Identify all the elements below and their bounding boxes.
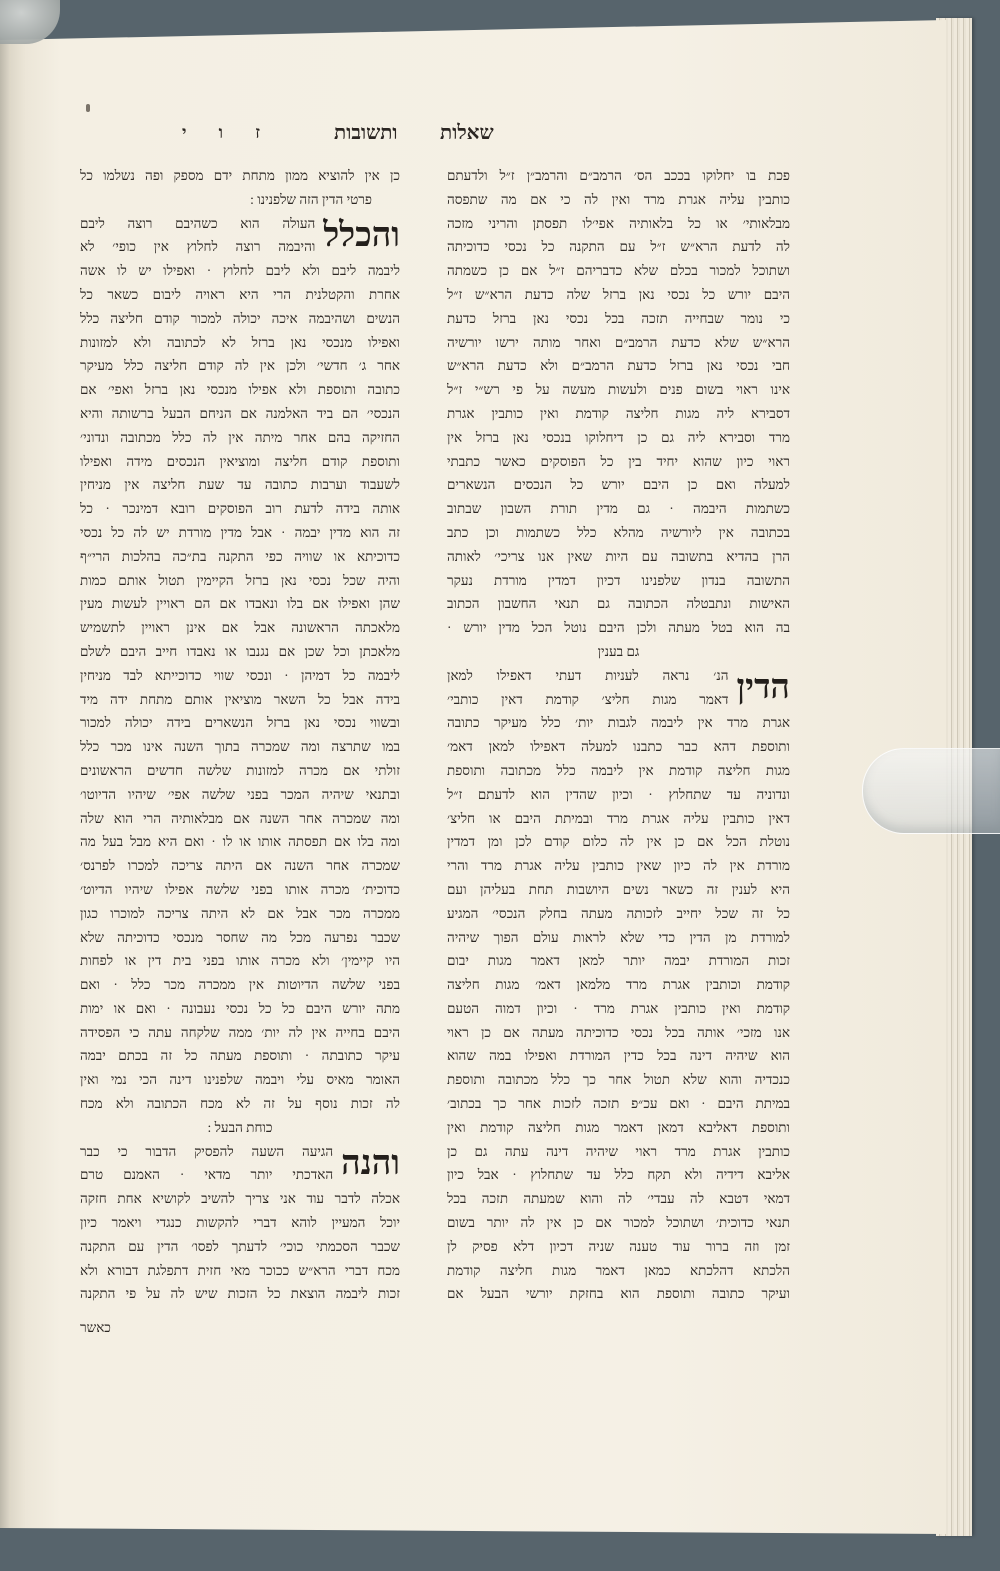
text-line: במו שתרצה ומה שמכרה בתוך השנה אינו מכר כלל <box>80 739 400 755</box>
text-line: מתה יורש היבם כל כל נכסי נעבונה · ואם או ימות <box>80 1000 400 1016</box>
text-line: ועיקר כתובה ותוספת הוא בחזקת יורשי הבעל אם <box>447 1286 790 1302</box>
text-line: מלאכתה הראשונה אבל אם אינן ראויין לתשמיש <box>80 620 400 636</box>
text-line: שמכרה אחר השנה אם היתה צריכה למכרו לפרנס׳ <box>80 858 400 874</box>
text-line: הוא שיהיה דינה בכל כדין המורדת ואפילו במה שהוא <box>447 1048 790 1064</box>
text-line: והיבמה רוצה לחלוץ אין כופי׳ לא <box>80 239 316 255</box>
text-line: ושתוכל למכור בכלם שלא כדבריהם ז״ל אם כן כשמתה <box>447 263 790 279</box>
text-line: כותבין עליה אגרת מרד ואין לה כי אם מה שתפסה <box>447 191 790 207</box>
text-line: הלכתא דהלכתא כמאן דאמר מגות חליצה קודמת <box>447 1262 790 1278</box>
text-line: בפני שלשה הדיוטות אין ממכרה מכר כלל · ואם <box>80 977 400 993</box>
text-line: אחר ג׳ חדשי׳ ולכן אין לה קודם חליצה כלל מעיקר <box>80 358 400 374</box>
heading-block <box>80 212 400 260</box>
text-line: יוכל המעיין לוהא דברי להקשות כנגדי ויאמר כיון <box>80 1215 400 1231</box>
text-line: במיתת היבם · ואם עכ״פ תזכה לזכות אחר כך בכתוב׳ <box>447 1096 790 1112</box>
heading-block <box>447 664 790 712</box>
text-line: ומה שמכרה אחר השנה אם מבלאותיה הרי הוא שלה <box>80 810 400 826</box>
text-line: החזיקה בהם אחר מיתה אין לה כלל מכתובה ונדוני׳ <box>80 429 400 445</box>
text-line: הרא״ש שלא כדעת הרמב״ם ואחר מותה ירשו יורשיה <box>447 334 790 350</box>
text-line: האומר מאיס עלי ויבמה שלפנינו דינה הכי נמי ואין <box>80 1072 400 1088</box>
text-line: ומה בלו אם תפסתה אותו או לו · ואם היא מבל בעל מה <box>80 834 400 850</box>
text-line: קודמת וכותבין אגרת מרד מלמאן דאמ׳ מגות חליצה <box>447 977 790 993</box>
ink-mark <box>86 104 90 112</box>
right-text-column <box>447 164 790 1306</box>
text-line: שכבר נפרעה מכל מה שחסר מנכסי כדוכיתה שלא <box>80 929 400 945</box>
text-line: אינו ראוי בשום פנים ולעשות מעשה על פי רש״י ז״ל <box>447 382 790 398</box>
text-line: זכות המורדת יבמה יותר למאן דאמר מגות יבום <box>447 953 790 969</box>
text-line: ותוספת דאליבא דמאן דאמר מגות חליצה קודמת ואין <box>447 1119 790 1135</box>
text-line: כי נומר שבחייה תזכה בכל נכסי נאן ברזל כדעת <box>447 310 790 326</box>
section-heading: והכלל <box>323 216 400 254</box>
folio-number: ז ו י <box>181 123 274 142</box>
text-line: התשובה בנדון שלפנינו דכיון דמדין מורדת נעקר <box>447 572 790 588</box>
text-line: האדכתי יותר מדאי · האמנם טרם <box>80 1167 334 1183</box>
text-line: ראוי כיון שהוא יחיד בין כל הפוסקים כאשר כתבתי <box>447 453 790 469</box>
text-line: ליבמה ליבם ולא ליבם לחלוץ · ואפילו יש לו אשה <box>80 263 400 279</box>
text-line: זמן וזה ברור עוד טענה שניה דכיון דלא פסיק לן <box>447 1238 790 1254</box>
catchword: כאשר <box>80 1320 111 1336</box>
text-line: הרן בהדיא בתשובה עם היות שאין אנו צריכי׳ לאותה <box>447 548 790 564</box>
text-line: אכלה לדבר עוד אני צריך להשיב לקושיא אחת חזקה <box>80 1191 400 1207</box>
text-line: הנכסי׳ הם ביד האלמנה אם הניחם הבעל ברשותה והיא <box>80 405 400 421</box>
text-line: בידה אבל כל השאר מוציאין אותם מתחת ידה מיד <box>80 691 400 707</box>
text-line: ונדוניה עד שתחלוץ · וכיון שהדין הוא לדעתם ז״ל <box>447 786 790 802</box>
text-line: מכח דברי הרא״ש ככוכר מאי חזית דתפלגת דבורא ולא <box>80 1262 400 1278</box>
text-line: היבם יורש כל נכסי נאן ברזל שלה כדעת הרא״ש ז״ל <box>447 286 790 302</box>
text-line: דמאי דטבא לה עבדי׳ לה והוא שמעתה תזכה בכל <box>447 1191 790 1207</box>
text-line: היו קיימין׳ ולא מכרה אותו בפני בית דין או לפחות <box>80 953 400 969</box>
section-heading: הדין <box>736 668 790 706</box>
text-line: תנאי כדוכית׳ ושתוכל למכור אם כן אין לה יותר בשום <box>447 1215 790 1231</box>
text-line: שכבר הסכמתי כוכי׳ לדעתך לפסו׳ הדין עם התקנה <box>80 1238 400 1254</box>
text-line: אנו מזכי׳ אותה בכל נכסי כדוכיתה מעתה אם כן ראוי <box>447 1024 790 1040</box>
text-line: מרד וסבירא ליה גם כן דיחלוקו בנכסי נאן ברזל אין <box>447 429 790 445</box>
text-line: בה הוא בטל מעתה ולכן היבם נוטל הכל מדין יורש · <box>447 620 790 636</box>
text-line: ובשווי נכסי נאן ברזל הנשארים בידה יכולה למכור <box>80 715 400 731</box>
text-line: חבי נכסי נאן ברזל כדעת הרמב״ם ולא כדעת הרא״ש <box>447 358 790 374</box>
heading-block <box>80 1140 400 1188</box>
running-head-title: שאלות <box>440 122 494 144</box>
text-line: למעלה ואם כן היבם יורש כל הנכסים הנשארים <box>447 477 790 493</box>
text-line: שהן ואפילו אם בלו ונאבדו אם הם ראויין לעשות מעין <box>80 596 400 612</box>
text-line: ותוספת קודם חליצה ומוציאין הנכסים מידה ואפילו <box>80 453 400 469</box>
text-line: והיה שכל נכסי נאן ברזל הקיימין תטול אותם כמות <box>80 572 400 588</box>
text-line: אליבא דידיה ולא תקח כלל עד שתחלוץ · אבל כיון <box>447 1167 790 1183</box>
text-line: ממכרה מכר אבל אם לא היתה צריכה למוכרו כגון <box>80 905 400 921</box>
text-line: כדוכיתא או שוויה כפי התקנה בת״כה בהלכות הרי״ף <box>80 548 400 564</box>
text-line: הגיעה השעה להפסיק הדבור כי כבר <box>80 1143 334 1159</box>
text-line: זולתי אם מכרה למזונות שלשה חדשים הראשונים <box>80 762 400 778</box>
text-line: לה לדעת הרא״ש ז״ל עם התקנה כל נכסי כדוכיתה <box>447 239 790 255</box>
text-line: האישות ונתבטלה הכתובה גם תנאי החשבון הכתוב <box>447 596 790 612</box>
text-line: כנכדיה והוא שלא תטול אחר כך כלל מכתובה ותוספת <box>447 1072 790 1088</box>
text-line: הנשים ושהיבמה איכה יכולה למכור קודם חליצה כלל <box>80 310 400 326</box>
text-line: פרטי הדין הזה שלפנינו : <box>250 191 372 207</box>
text-line: מורדת אין לה כיון שאין כותבין עליה אגרת מרד והרי <box>447 858 790 874</box>
text-line: זכות ליבמה הוצאת כל הזכות שיש לה על פי התקנה <box>80 1286 400 1302</box>
plastic-clip <box>862 748 1000 834</box>
text-line: ואפילו מנכסי נאן ברזל לא לכתובה ולא למזונות <box>80 334 400 350</box>
paragraph-end-line: כוחת הבעל : <box>207 1119 273 1135</box>
text-line: דאין כותבין עליה אגרת מרד ובמיתת היבם או חליצ׳ <box>447 810 790 826</box>
text-line: זה הוא מדין יבמה · אבל מדין מורדת יש לה כל נכסי <box>80 524 400 540</box>
text-line: כן אין להוציא ממון מתחת ידם מספק ופה נשלמו כל <box>80 168 400 183</box>
text-line: פכת בו יחלוקו בככב הס׳ הרמב״ם והרמב״ן ז״ל ולדעתם <box>447 168 790 183</box>
text-line: לשעבוד וערבות כתובה עד שעת חליצה אין מניחין <box>80 477 400 493</box>
text-line: ובתנאי שיהיה המכר בפני שלשה אפי׳ שיהיו הדיוטו׳ <box>80 786 400 802</box>
heading-side-lines <box>80 212 315 260</box>
text-line: מלאכתן וכל שכן אם נגנבו או נאבדו חייב היבם לשלם <box>80 643 400 659</box>
text-line: למורדת מן הדין כדי שלא לראות עולם הפוך שיהיה <box>447 929 790 945</box>
text-line: כתובה ותוספת ולא אפילו מנכסי נאן ברזל ואפי׳ אם <box>80 382 400 398</box>
text-line: הנ׳ נראה לעניות דעתי דאפילו למאן <box>447 667 729 683</box>
corner-clip <box>0 0 60 44</box>
text-line: נוטלת הכל אם כן אין לה כלום קודם לכן ומן דמדין <box>447 834 790 850</box>
text-line: אותה בידה לדעת רוב הפוסקים רובא דמינכר · כל <box>80 501 400 517</box>
text-line: קודמת ואין כותבין אגרת מרד · וכיון דמוה הטעם <box>447 1000 790 1016</box>
text-line: היא לענין זה כשאר נשים היושבות תחת בעליהן ועם <box>447 881 790 897</box>
heading-side-lines <box>80 1140 333 1188</box>
left-text-column <box>80 164 400 1340</box>
text-line: מגות חליצה קודמת אין ליבמה כלל מכתובה ותוספת <box>447 762 790 778</box>
section-heading: והנה <box>341 1144 400 1182</box>
text-line: ליבמה כל דמיהן · ונכסי שווי כדוכייתא לבד מניחין <box>80 667 400 683</box>
text-line: בכתובה אין ליורשיה מהלא כלל כשתמות וכן כתב <box>447 524 790 540</box>
heading-side-lines <box>447 664 729 712</box>
text-line: אחרת והקטלנית הרי היא ראויה ליבום כשאר כל <box>80 286 400 302</box>
text-line: כדוכית׳ מכרה אותו בפני שלשה אפילו שיהיו הדיוט׳ <box>80 881 400 897</box>
text-line: כותבין אגרת מרד ראוי שיהיה דינה עתה גם כן <box>447 1143 790 1159</box>
section-marker: גם בענין <box>597 643 640 659</box>
running-head-title-continued: ותשובות <box>334 122 398 144</box>
text-line: עיקר כתובתה · ותוספת מעתה כל זה בכתם יבמה <box>80 1048 400 1064</box>
text-line: ותוספת דהא כבר כתבנו למעלה דאפילו למאן דאמ׳ <box>447 739 790 755</box>
text-line: היבם בחייה אין לה יות׳ ממה שלקחה עתה כי הפסידה <box>80 1024 400 1040</box>
text-line: אגרת מרד אין ליבמה לגבות יות׳ כלל מעיקר כתובה <box>447 715 790 731</box>
text-line: דסבירא ליה מגות חליצה קודמת ואין כותבין אגרת <box>447 405 790 421</box>
text-line: כשתמות היבמה · גם מדין תורת השבון שבתוב <box>447 501 790 517</box>
text-line: לה זכות נוסף על זה לא מכח הכתובה ולא מכח <box>80 1096 400 1112</box>
text-line: דאמר מגות חליצ׳ קודמת דאין כותבי׳ <box>447 691 729 707</box>
text-line: מבלאותי׳ או כל בלאותיה אפי׳לו תפסתן והריני מזכה <box>447 215 790 231</box>
text-line: כל זה שכל יחייב לזכותה מעתה בחלק הנכסי׳ המגיע <box>447 905 790 921</box>
text-line: העולה הוא כשהיבם רוצה ליבם <box>80 215 316 231</box>
